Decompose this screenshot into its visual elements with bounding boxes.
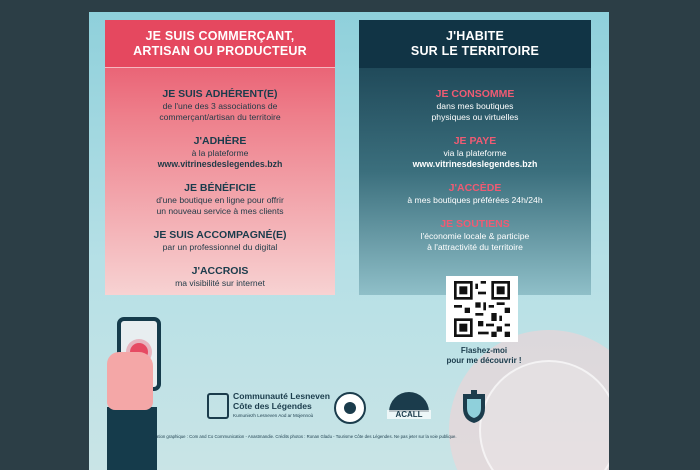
acall-logo: ACALL [387, 392, 431, 422]
resident-item-consomme: JE CONSOMME dans mes boutiques physiques ou virtuelles [431, 88, 519, 122]
resident-item-soutiens: JE SOUTIENS l'économie locale & participe à l'attractivité du territoire [420, 218, 530, 252]
merchant-item-accompagne: JE SUIS ACCOMPAGNÉ(E) par un professionnel du digital [153, 229, 287, 252]
qr-code-icon [451, 281, 513, 337]
cc-mark-icon [207, 393, 229, 419]
website-link[interactable]: www.vitrinesdeslegendes.bzh [412, 159, 538, 169]
merchant-item-accrois: J'ACCROIS ma visibilité sur internet [175, 265, 265, 288]
crest-logo-icon [461, 390, 487, 424]
qr-code[interactable] [446, 276, 518, 342]
resident-item-paye: JE PAYE via la plateforme www.vitrinesdeslegendes.bzh [359, 135, 591, 170]
credits-text: Création graphique : Com and Co Communication - Anastmandie. Crédits photos : Ronan Gladu - Tourisme Côte des Légendes. Ne pas jeter sur la voie publique. [149, 434, 457, 439]
flyer [89, 12, 609, 470]
merchant-item-beneficie: JE BÉNÉFICIE d'une boutique en ligne pour offrir un nouveau service à mes clients [156, 182, 284, 216]
resident-item-accede: J'ACCÈDE à mes boutiques préférées 24h/24h [407, 182, 543, 205]
communaute-logo: Communauté Lesneven Côte des Légendes Kumuniezh Lesneven Aod ar Mojennoù [207, 392, 330, 421]
merchant-header: JE SUIS COMMERÇANT, ARTISAN OU PRODUCTEUR [105, 20, 335, 68]
qr-caption: Flashez-moi pour me découvrir ! [446, 346, 522, 365]
association-round-logo-icon [334, 392, 366, 424]
resident-header: J'HABITE SUR LE TERRITOIRE [359, 20, 591, 68]
resident-column [359, 20, 591, 295]
merchant-item-adhere: J'ADHÈRE à la plateforme www.vitrinesdeslegendes.bzh [105, 135, 335, 170]
merchant-column [105, 20, 335, 295]
website-link[interactable]: www.vitrinesdeslegendes.bzh [157, 159, 283, 169]
merchant-item-adherent: JE SUIS ADHÉRENT(E) de l'une des 3 associations de commerçant/artisan du territoire [159, 88, 281, 122]
partner-logos [89, 392, 609, 432]
